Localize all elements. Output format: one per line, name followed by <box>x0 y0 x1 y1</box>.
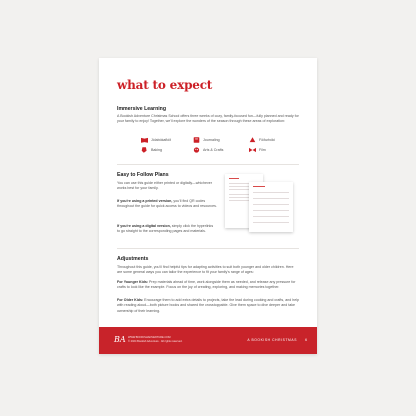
section-divider <box>117 248 299 249</box>
book-icon <box>141 137 148 143</box>
footer-copyright: © 2024 Bookish Adventure · All rights reserved. <box>128 339 183 343</box>
tree-icon <box>249 137 256 143</box>
immersive-heading: Immersive Learning <box>117 106 167 112</box>
page-number: 6 <box>305 338 307 342</box>
icon-item-arts-crafts <box>193 147 223 153</box>
digital-body: simply click the hyperlinks to go straight to the corresponding pages and materials. <box>117 224 214 234</box>
icon-label: Baking <box>151 148 162 152</box>
digital-lead: If you're using a digital version, <box>117 224 171 228</box>
palette-icon <box>193 147 200 153</box>
older-lead: For Older Kids: <box>117 298 144 302</box>
follow-printed <box>117 199 217 210</box>
icon-item-film <box>249 147 266 153</box>
icon-label: Film <box>259 148 266 152</box>
icon-item-journaling <box>193 137 220 143</box>
document-page <box>99 58 317 354</box>
adjust-younger <box>117 280 299 291</box>
footer-series-title: A BOOKISH CHRISTMAS <box>247 338 297 342</box>
journal-icon <box>193 137 200 143</box>
brand-logo: BA <box>114 335 126 344</box>
page-footer <box>99 327 317 354</box>
printed-body: you'll find QR codes throughout the guide for quick access to videos and resources. <box>117 199 217 209</box>
icon-label: Arts & Crafts <box>203 148 224 152</box>
guide-mockups <box>225 172 301 232</box>
younger-lead: For Younger Kids: <box>117 280 149 284</box>
page-title: what to expect <box>117 78 213 92</box>
bow-icon <box>249 147 256 153</box>
section-divider <box>117 164 299 165</box>
follow-intro: You can use this guide either printed or digitally—whichever works best for your family. <box>117 181 212 191</box>
immersive-body: A Bookish Adventure Christmas School offers three weeks of cozy, family-focused fun—fully planned and ready for your family to enjoy! Together, we'll explore the wonders of the season through these areas of exploration: <box>117 114 299 124</box>
icon-item-fodurboki <box>249 137 275 143</box>
mitten-icon <box>141 147 148 153</box>
older-body: Encourage them to add extra details to projects, take the lead during cooking and crafts, and help with reading aloud—both picture books and shared the crosstoppable. Give them space to dive deeper and take ownership of their learning. <box>117 298 299 313</box>
footer-info <box>128 336 182 344</box>
footer-website: WWW.BOOKISHADVENTURE.COM <box>128 336 171 339</box>
icon-item-baking <box>141 147 162 153</box>
icon-label: Jólabókaflóð <box>151 138 172 142</box>
digital-mockup <box>249 182 293 232</box>
icon-label: Föðurbóki <box>259 138 275 142</box>
adjust-heading: Adjustments <box>117 256 149 262</box>
adjust-older <box>117 298 299 314</box>
adjust-intro: Throughout this guide, you'll find helpful tips for adapting activities to suit both younger and older children. Here are some general ways you can tailor the experience to fit your family's range of ages: <box>117 265 294 275</box>
icon-label: Journaling <box>203 138 220 142</box>
younger-body: Prep materials ahead of time, work alongside them as needed, and release any pressure for crafts to look like the example. Focus on the joy of creating, exploring, and making memories together. <box>117 280 296 290</box>
follow-heading: Easy to Follow Plans <box>117 172 169 178</box>
icon-item-jolabokaflod <box>141 137 171 143</box>
printed-lead: If you're using a printed version, <box>117 199 173 203</box>
follow-digital <box>117 224 217 235</box>
